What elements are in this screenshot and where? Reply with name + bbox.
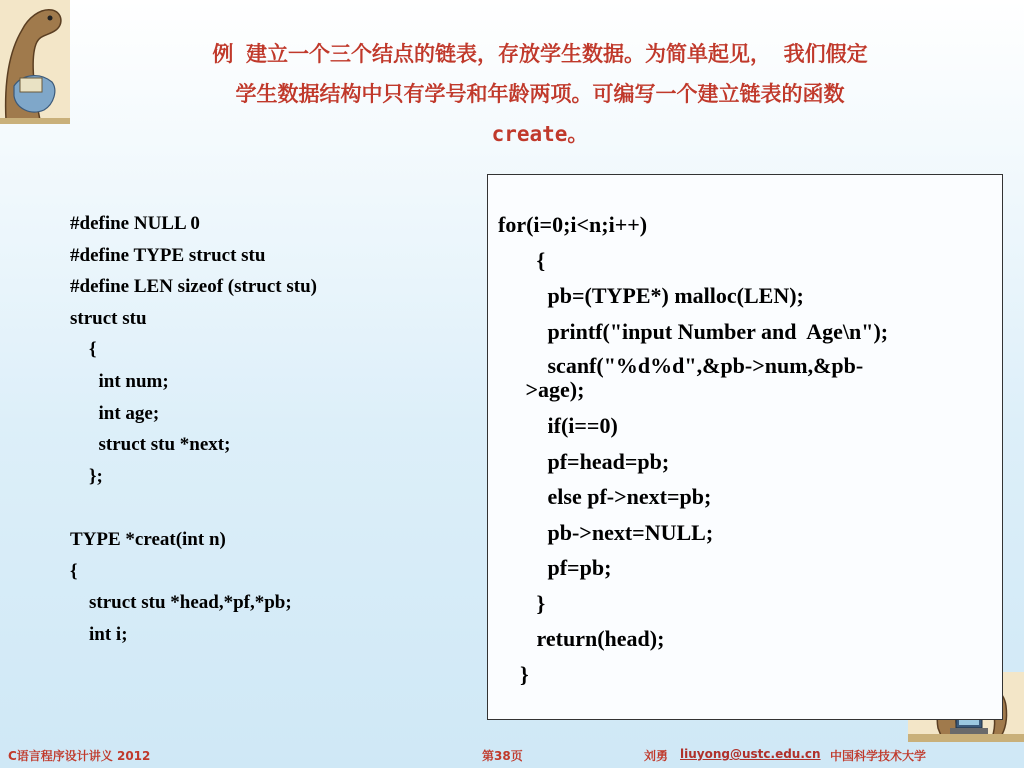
footer-email-link[interactable]: liuyong@ustc.edu.cn — [680, 747, 821, 761]
slide-footer — [0, 745, 1024, 765]
code-line: } — [498, 590, 546, 616]
code-line: }; — [70, 465, 103, 487]
footer-course-title: C语言程序设计讲义 2012 — [8, 749, 151, 763]
code-line: #define TYPE struct stu — [70, 244, 266, 266]
code-line: pb=(TYPE*) malloc(LEN); — [498, 283, 804, 308]
code-line: scanf("%d%d",&pb->num,&pb- — [498, 353, 864, 378]
code-line: int num; — [70, 370, 169, 392]
footer-author: 刘勇 — [644, 749, 669, 763]
code-line: pf=head=pb; — [498, 448, 670, 474]
code-line: { — [70, 339, 97, 361]
code-line: int i; — [70, 623, 128, 645]
code-line: printf("input Number and Age\n"); — [498, 318, 889, 344]
code-line: struct stu — [70, 307, 147, 329]
code-line: struct stu *next; — [70, 434, 231, 456]
code-line-continuation: >age); — [498, 377, 585, 402]
code-line: { — [70, 560, 78, 582]
dinosaur-reading-illustration — [0, 0, 70, 124]
title-line-3: create。 — [491, 122, 589, 146]
code-line: struct stu *head,*pf,*pb; — [70, 592, 292, 614]
code-line: TYPE *creat(int n) — [70, 528, 226, 550]
code-line: if(i==0) — [498, 413, 618, 438]
footer-university: 中国科学技术大学 — [830, 749, 927, 763]
right-code-block — [498, 207, 988, 692]
code-line: pf=pb; — [498, 555, 612, 580]
code-line: for(i=0;i<n;i++) — [498, 212, 648, 237]
code-line: return(head); — [498, 626, 665, 651]
slide-title — [80, 34, 1000, 154]
code-line: #define LEN sizeof (struct stu) — [70, 276, 317, 298]
code-line: pb->next=NULL; — [498, 519, 714, 545]
code-line-blank — [70, 492, 470, 524]
left-code-block — [70, 208, 470, 650]
code-line: int age; — [70, 402, 160, 424]
title-line-2: 学生数据结构中只有学号和年龄两项。可编写一个建立链表的函数 — [235, 82, 845, 106]
right-code-box — [487, 174, 1003, 720]
code-line: { — [498, 247, 546, 273]
code-line: #define NULL 0 — [70, 213, 200, 234]
footer-page-number: 第38页 — [482, 749, 523, 763]
code-line: else pf->next=pb; — [498, 484, 712, 509]
title-line-1: 例 建立一个三个结点的链表，存放学生数据。为简单起见， 我们假定 — [212, 42, 868, 66]
code-line: } — [498, 661, 529, 687]
